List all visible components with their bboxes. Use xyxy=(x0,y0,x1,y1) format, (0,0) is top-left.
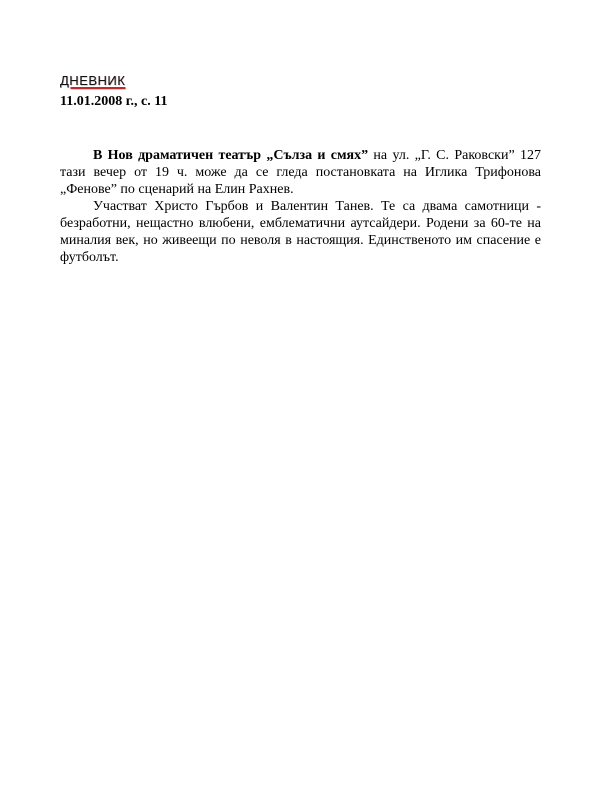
article-body xyxy=(60,147,541,266)
source-header xyxy=(60,72,541,110)
document-page xyxy=(60,72,541,266)
source-name: ДНЕВНИК xyxy=(60,73,126,88)
article-paragraph-1 xyxy=(60,147,541,198)
article-paragraph-2: Участват Христо Гърбов и Валентин Танев. Те са двама самотници - безработни, нещастно влюбени, емблематични аутсайдери. Родени за 60-те на миналия век, но живеещи по неволя в настоящия. Единственото им спасение е футболът. xyxy=(60,199,541,265)
dateline: 11.01.2008 г., с. 11 xyxy=(60,94,168,109)
article-paragraph-1-text: на ул. „Г. С. Раковски” 127 тази вечер от 19 ч. може да се гледа постановката на Иглика Трифонова „Фенове” по сценарий на Елин Рахнев. xyxy=(60,148,542,197)
article-lead: В Нов драматичен театър „Сълза и смях” xyxy=(93,148,369,163)
